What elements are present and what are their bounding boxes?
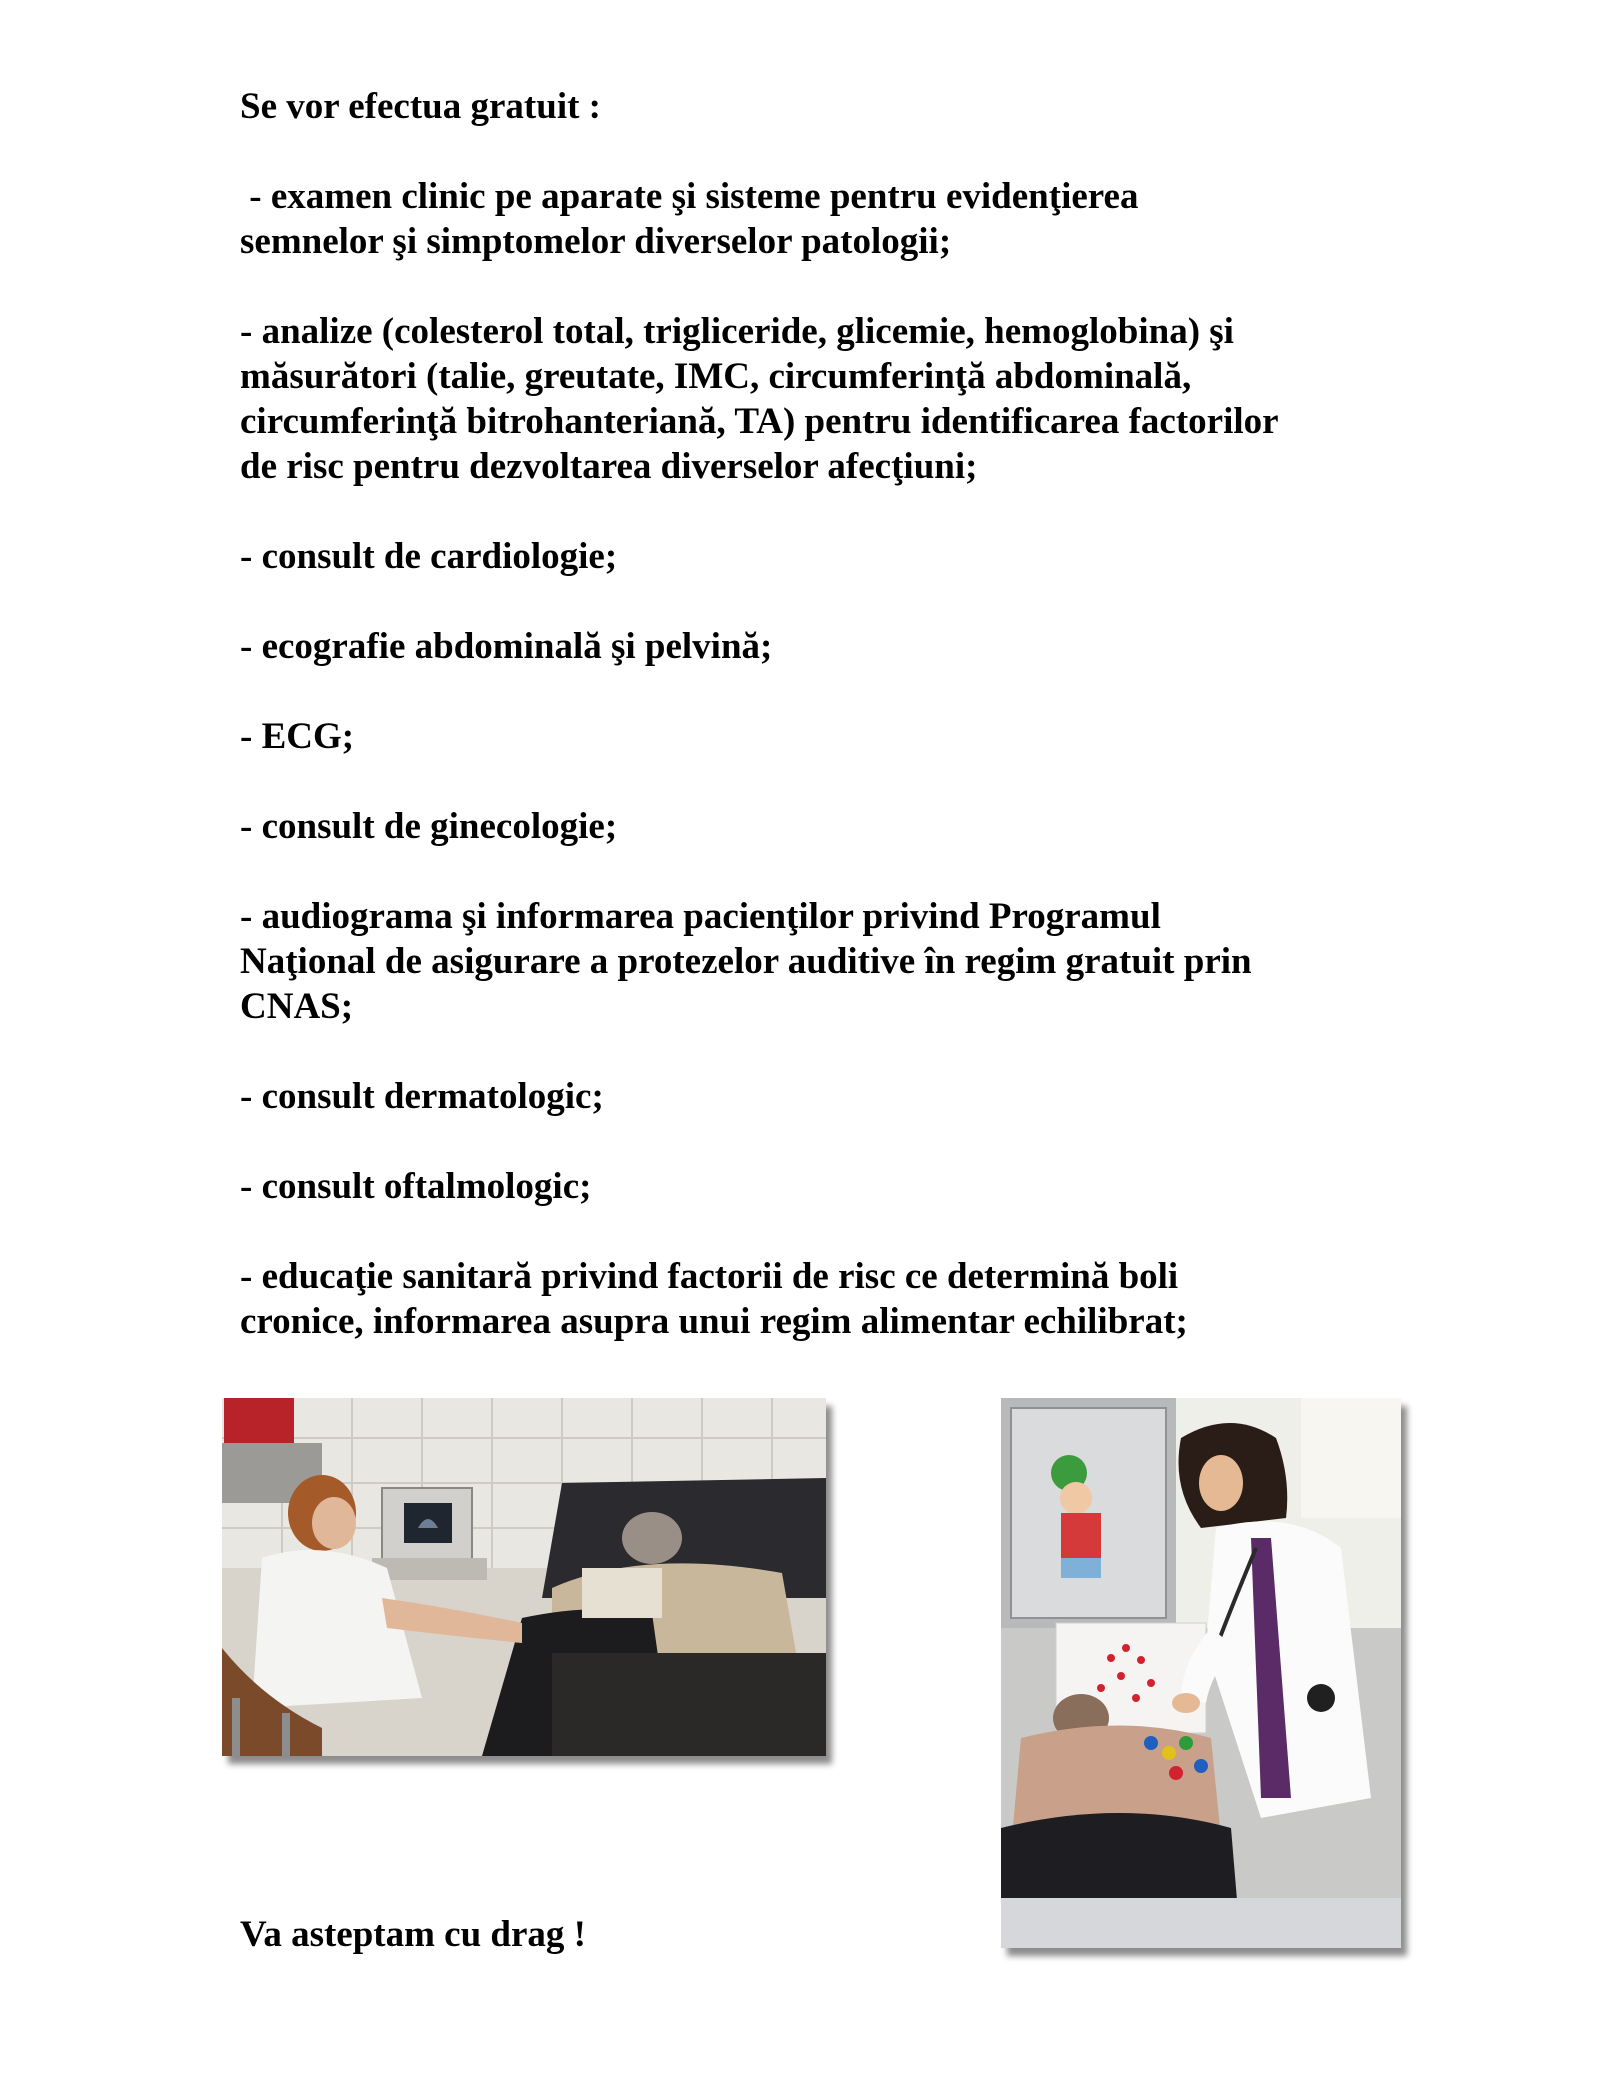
service-item-audiogram <box>240 894 1440 1029</box>
list-item-line: - ecografie abdominală şi pelvină; <box>240 626 773 667</box>
service-item-clinical-exam <box>240 174 1440 264</box>
service-item-analyses <box>240 309 1440 489</box>
list-item-line: cronice, informarea asupra unui regim alimentar echilibrat; <box>240 1301 1188 1342</box>
list-item-line: - audiograma şi informarea pacienţilor privind Programul <box>240 896 1161 937</box>
service-item-ultrasound <box>240 624 1440 669</box>
list-item-line: - educaţie sanitară privind factorii de risc ce determină boli <box>240 1256 1179 1297</box>
list-item-line: - consult de ginecologie; <box>240 806 618 847</box>
photo-ultrasound-exam-icon <box>222 1398 826 1756</box>
list-item-line: - examen clinic pe aparate şi sisteme pentru evidenţierea <box>240 176 1139 217</box>
closing-message: Va asteptam cu drag ! <box>240 1914 587 1955</box>
service-item-cardiology <box>240 534 1440 579</box>
list-item-line: semnelor şi simptomelor diverselor patologii; <box>240 221 952 262</box>
ecg-exam-photo <box>1001 1398 1401 1948</box>
heading: Se vor efectua gratuit : <box>240 86 601 127</box>
service-item-gynecology <box>240 804 1440 849</box>
ultrasound-exam-photo <box>222 1398 826 1756</box>
list-item-line: - consult de cardiologie; <box>240 536 618 577</box>
service-item-dermatology <box>240 1074 1440 1119</box>
list-item-line: - analize (colesterol total, trigliceride, glicemie, hemoglobina) şi <box>240 311 1234 352</box>
list-item-line: Naţional de asigurare a protezelor auditive în regim gratuit prin <box>240 941 1252 982</box>
list-item-line: circumferinţă bitrohanteriană, TA) pentru identificarea factorilor <box>240 401 1279 442</box>
list-item-line: de risc pentru dezvoltarea diverselor afecţiuni; <box>240 446 978 487</box>
services-text <box>240 84 1440 1344</box>
list-item-line: măsurători (talie, greutate, IMC, circumferinţă abdominală, <box>240 356 1192 397</box>
list-item-line: - ECG; <box>240 716 355 757</box>
list-item-line: CNAS; <box>240 986 354 1027</box>
service-item-ophthalmology <box>240 1164 1440 1209</box>
list-item-line: - consult oftalmologic; <box>240 1166 592 1207</box>
service-item-health-education <box>240 1254 1440 1344</box>
list-item-line: - consult dermatologic; <box>240 1076 604 1117</box>
photo-ecg-exam-icon <box>1001 1398 1401 1948</box>
service-item-ecg <box>240 714 1440 759</box>
